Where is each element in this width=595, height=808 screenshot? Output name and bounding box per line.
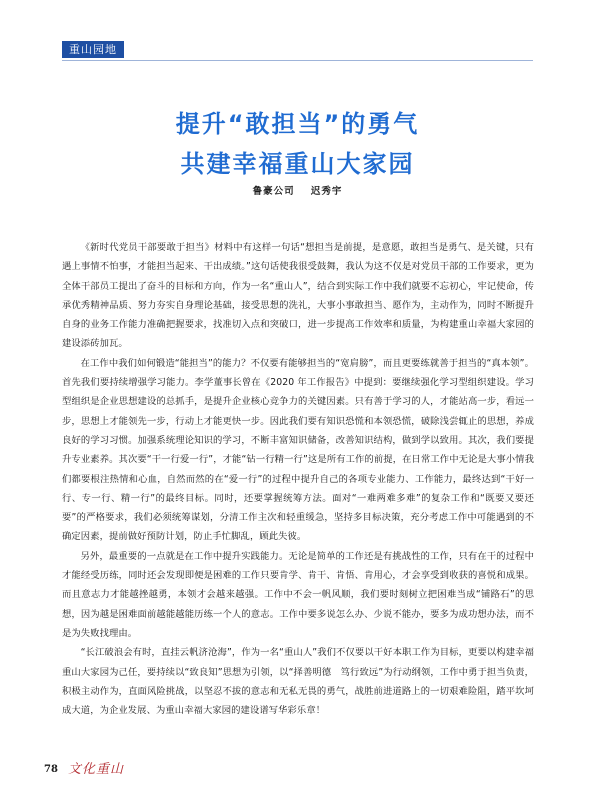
author-organization: 鲁豪公司 [252, 186, 295, 197]
article-body [62, 238, 534, 720]
magazine-logo: 文化重山 [68, 762, 125, 777]
author-name: 迟秀宇 [310, 186, 343, 197]
paragraph-4: “长江破浪会有时，直挂云帆济沧海”，作为一名“重山人”我们不仅要以干好本职工作为目标，更要以构建幸福重山大家园为己任，要持续以“致良知”思想为引领，以“择善明德 笃行致远”为行动纲领，工作中勇于担当负责，积极主动作为，直面风险挑战，以坚忍不拔的意志和无私无畏的勇气，战胜前进道路上的一切艰难险阻，踏平坎坷成大道，为企业发展、为重山幸福大家园的建设谱写华彩乐章！ [62, 647, 534, 717]
section-divider [62, 60, 533, 61]
paragraph-3: 另外，最重要的一点就是在工作中提升实践能力。无论是简单的工作还是有挑战性的工作，只有在干的过程中才能经受历练，同时还会发现即便是困难的工作只要肯学、肯干、肯悟、肯用心，才会享受到收获的喜悦和成果。而且意志力才能越挫越勇，本领才会越来越强。工作中不会一帆风顺，我们要时刻树立把困难当成“铺路石”的思想，因为越是困难面前越能越能历练一个人的意志。工作中要多说怎么办、少说不能办，要多为成功想办法，而不是为失败找理由。 [62, 550, 534, 639]
section-tag: 重山园地 [62, 41, 124, 58]
paragraph-2: 在工作中我们如何锻造“能担当”的能力？不仅要有能够担当的“宽肩膀”，而且更要练就善于担当的“真本领”。首先我们要持续增强学习能力。李学董事长曾在《2020 年工作报告》中提到：要继续强化学习型组织建设。学习型组织是企业思想建设的总抓手，是提升企业核心竞争力的关键因素。只有善于学习的人，才能站高一步，看远一步，思想上才能领先一步，行动上才能更快一步。因此我们要有知识恐慌和本领恐慌，破除浅尝辄止的思想，养成良好的学习习惯。加强系统理论知识的学习，不断丰富知识储备，改善知识结构，做到学以致用。其次，我们要提升专业素养。其次要“干一行爱一行”，才能“钻一行精一行”这是所有工作的前提，在日常工作中无论是大事小情我们都要根注热情和心血，自然而然的在“爱一行”的过程中提升自己的各项专业能力、工作能力，最终达到“干好一行、专一行、精一行”的最终目标。同时，还要掌握统筹方法。面对“一难两难多难”的复杂工作和“既要又要还要”的严格要求，我们必须统筹谋划，分清工作主次和轻重缓急，坚持多目标决策，充分考虑工作中可能遇到的不确定因素，提前做好预防计划，防止手忙脚乱，顾此失彼。 [62, 357, 534, 543]
paragraph-1: 《新时代党员干部要敢于担当》材料中有这样一句话“想担当是前提，是意愿，敢担当是勇气、是关键，只有遇上事情不怕事，才能担当起来、干出成绩。”这句话使我很受鼓舞，我认为这不仅是对党员干部的工作要求，更为全体干部员工提出了奋斗的目标和方向，作为一名“重山人”，结合到实际工作中我们就要不忘初心，牢记使命，传承优秀精神品质、努力夯实自身理论基础，接受思想的洗礼，大事小事敢担当、愿作为，主动作为，同时不断提升自身的业务工作能力准确把握要求，找准切入点和突破口，进一步提高工作效率和质量，为构建重山幸福大家园的建设添砖加瓦。 [62, 242, 534, 350]
page-number: 78 [44, 764, 58, 775]
byline [0, 183, 595, 197]
article-title-line1: 提升“敢担当”的勇气 [175, 110, 420, 138]
article-title-line2: 共建幸福重山大家园 [180, 150, 415, 178]
